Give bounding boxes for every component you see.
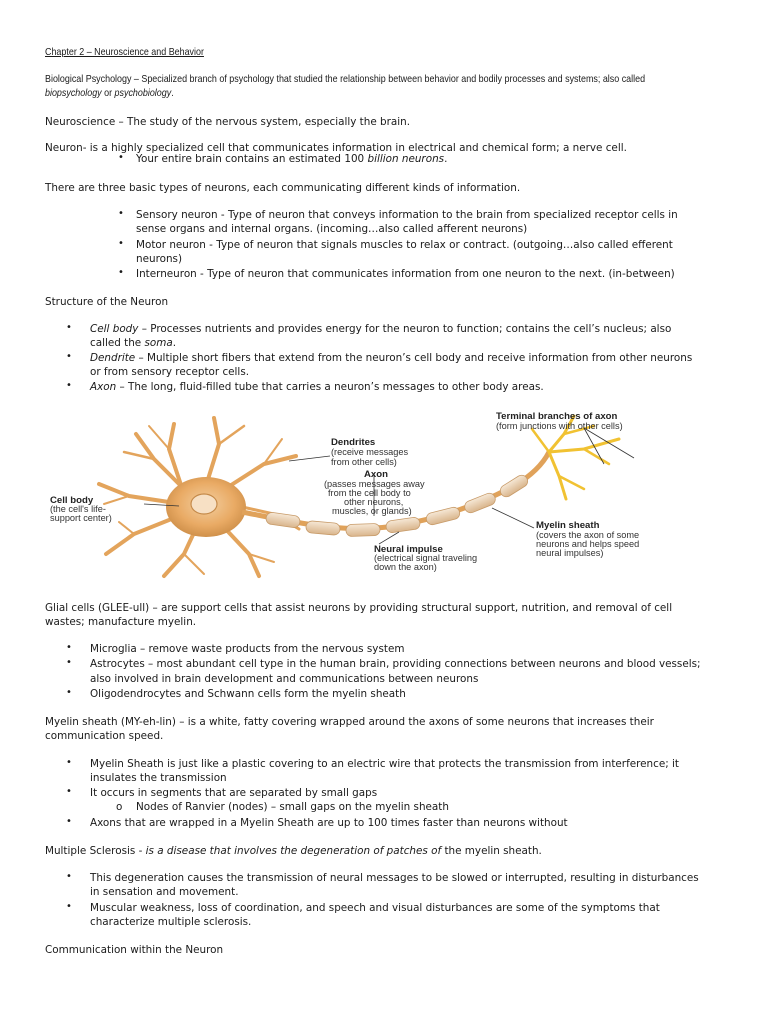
- microglia-line: Microglia – remove waste products from the nervous system: [90, 643, 405, 655]
- bullet: •: [118, 238, 124, 249]
- structure-heading: Structure of the Neuron: [45, 296, 169, 308]
- oligodendrocytes-line: Oligodendrocytes and Schwann cells form the myelin sheath: [90, 688, 406, 700]
- bullet: •: [118, 267, 124, 278]
- cell-body-line2: called the soma.: [90, 337, 177, 349]
- cell-body-line1: Cell body – Processes nutrients and provides energy for the neuron to function; contains the cell’s nucleus; also: [90, 323, 672, 335]
- term-biopsychology: biopsychology: [45, 88, 102, 99]
- label-terminal-branches-sub: (form junctions with other cells): [496, 421, 623, 431]
- bullet: •: [66, 786, 72, 797]
- bio-psych-line1: Biological Psychology – Specialized branch of psychology that studied the relationship between behavior and bodily processes and systems; also called: [45, 74, 646, 85]
- bullet: •: [66, 901, 72, 912]
- bullet: •: [66, 757, 72, 768]
- motor-neuron-line1: Motor neuron - Type of neuron that signals muscles to relax or contract. (outgoing…also called efferent: [136, 239, 673, 251]
- label-axon-sub2: from the cell body to: [328, 488, 411, 498]
- sensory-neuron-line1: Sensory neuron - Type of neuron that conveys information to the brain from specialized receptor cells in: [136, 209, 678, 221]
- label-myelin-sheath-sub1: (covers the axon of some: [536, 530, 640, 540]
- label-myelin-sheath-sub2: neurons and helps speed: [536, 539, 640, 549]
- bio-psych-line2: biopsychology or psychobiology.: [45, 88, 174, 99]
- label-myelin-sheath: Myelin sheath: [536, 520, 600, 531]
- astrocytes-line1: Astrocytes – most abundant cell type in the human brain, providing connections between neurons and blood vessels;: [90, 658, 701, 670]
- bullet: •: [118, 152, 124, 163]
- dendrite-line1: Dendrite – Multiple short fibers that extend from the neuron’s cell body and receive information from other neurons: [90, 352, 693, 364]
- ms-effect-line1: This degeneration causes the transmission of neural messages to be slowed or interrupted, resulting in disturbances: [90, 872, 699, 884]
- bullet: •: [66, 657, 72, 668]
- neuroscience-def: Neuroscience – The study of the nervous system, especially the brain.: [45, 116, 411, 128]
- label-myelin-sheath-sub3: neural impulses): [536, 548, 604, 558]
- neuron-def: Neuron- is a highly specialized cell that communicates information in electrical and chemical form; a nerve cell.: [45, 142, 627, 154]
- nodes-of-ranvier-line: Nodes of Ranvier (nodes) – small gaps on the myelin sheath: [136, 801, 449, 813]
- term-psychobiology: psychobiology: [114, 88, 172, 99]
- myelin-analogy-line2: insulates the transmission: [90, 772, 227, 784]
- label-neural-impulse: Neural impulse: [374, 544, 443, 555]
- bullet: •: [66, 351, 72, 362]
- label-dendrites: Dendrites: [331, 437, 376, 448]
- label-cell-body-sub1: (the cell's life-: [50, 504, 106, 514]
- astrocytes-line2: also involved in brain development and communications between neurons: [90, 673, 479, 685]
- motor-neuron-line2: neurons): [136, 253, 183, 265]
- sub-bullet-marker: o: [116, 801, 123, 813]
- label-dendrites-sub1: (receive messages: [331, 447, 409, 457]
- ms-symptoms-line2: characterize multiple sclerosis.: [90, 916, 252, 928]
- bullet: •: [66, 322, 72, 333]
- label-dendrites-sub2: from other cells): [331, 457, 397, 467]
- label-axon-sub1: (passes messages away: [324, 479, 425, 489]
- label-axon-sub4: muscles, or glands): [332, 506, 412, 516]
- bullet: •: [66, 642, 72, 653]
- label-cell-body: Cell body: [50, 495, 94, 506]
- myelin-def-line1: Myelin sheath (MY-eh-lin) – is a white, fatty covering wrapped around the axons of some neurons that increases their: [45, 716, 654, 728]
- ms-def: Multiple Sclerosis - is a disease that involves the degeneration of patches of the myelin sheath.: [45, 845, 542, 857]
- label-neural-impulse-sub2: down the axon): [374, 562, 437, 572]
- myelin-speed-line: Axons that are wrapped in a Myelin Sheath are up to 100 times faster than neurons without: [90, 817, 568, 829]
- nucleus: [191, 494, 217, 514]
- neuron-count: Your entire brain contains an estimated 100 billion neurons.: [136, 153, 448, 165]
- dendrite-line2: or from sensory receptor cells.: [90, 366, 250, 378]
- label-axon: Axon: [364, 469, 388, 480]
- chapter-title: Chapter 2 – Neuroscience and Behavior: [45, 47, 204, 58]
- myelin-segments-line: It occurs in segments that are separated by small gaps: [90, 787, 378, 799]
- label-neural-impulse-sub1: (electrical signal traveling: [374, 553, 478, 563]
- bullet: •: [66, 816, 72, 827]
- bullet: •: [66, 687, 72, 698]
- ms-symptoms-line1: Muscular weakness, loss of coordination, and speech and visual disturbances are some of the symptoms that: [90, 902, 660, 914]
- bullet: •: [66, 871, 72, 882]
- myelin-analogy-line1: Myelin Sheath is just like a plastic covering to an electric wire that protects the transmission from interference; it: [90, 758, 680, 770]
- axon-line: Axon – The long, fluid-filled tube that carries a neuron’s messages to other body areas.: [90, 381, 544, 393]
- bullet: •: [118, 208, 124, 219]
- label-terminal-branches: Terminal branches of axon: [496, 411, 618, 422]
- label-cell-body-sub2: support center): [50, 513, 112, 523]
- communication-heading: Communication within the Neuron: [45, 944, 224, 956]
- glial-line1: Glial cells (GLEE-ull) – are support cells that assist neurons by providing structural support, nutrition, and removal of cell: [45, 602, 673, 614]
- bullet: •: [66, 380, 72, 391]
- interneuron-line: Interneuron - Type of neuron that communicates information from one neuron to the next. (in-between): [136, 268, 675, 280]
- glial-line2: wastes; manufacture myelin.: [45, 616, 197, 628]
- sensory-neuron-line2: sense organs and internal organs. (incoming…also called afferent neurons): [136, 223, 528, 235]
- neuron-types-intro: There are three basic types of neurons, each communicating different kinds of information.: [45, 182, 521, 194]
- neuron-diagram: [44, 404, 700, 584]
- ms-effect-line2: in sensation and movement.: [90, 886, 239, 898]
- label-axon-sub3: other neurons,: [344, 497, 404, 507]
- myelin-def-line2: communication speed.: [45, 730, 164, 742]
